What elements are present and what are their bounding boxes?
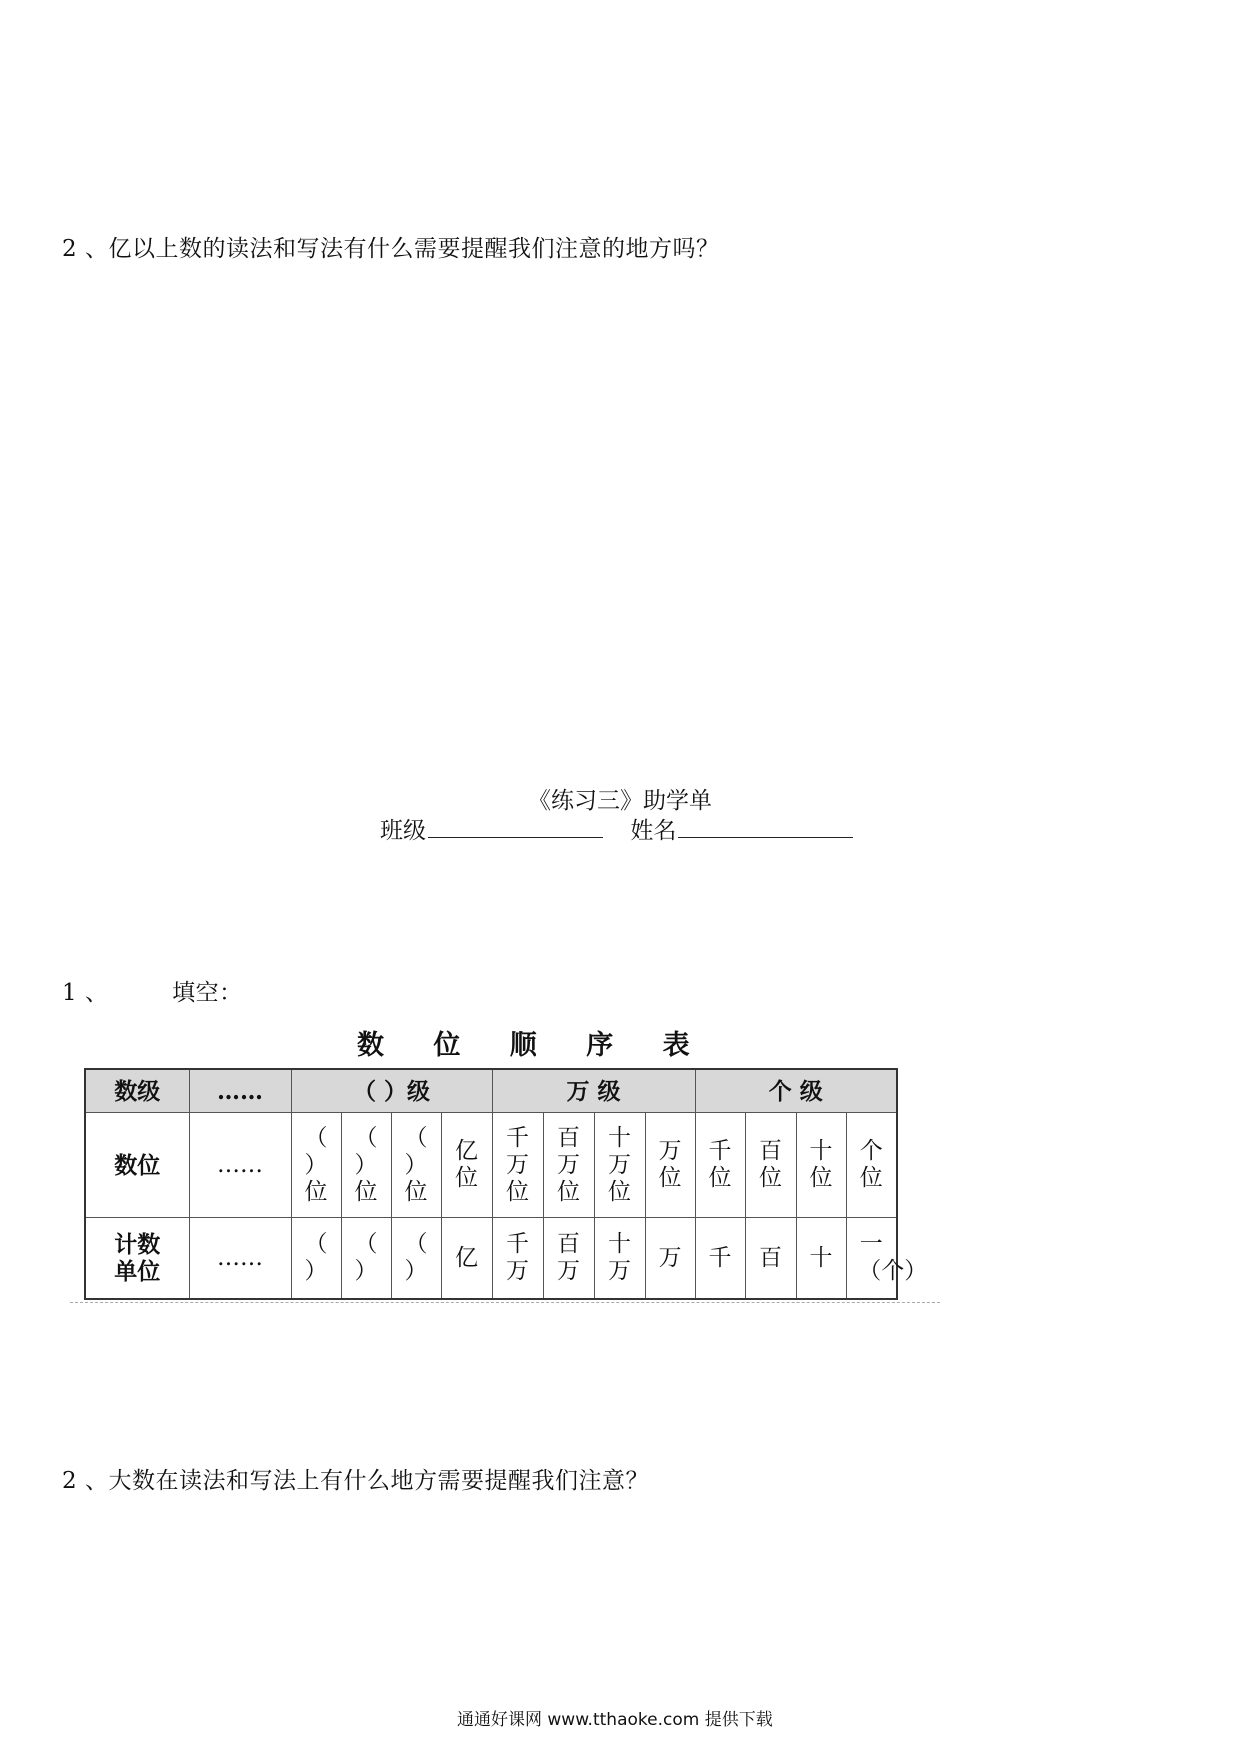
place-value-table <box>84 1068 928 1300</box>
question-1-text: 填空： <box>172 980 243 1006</box>
position-cell-blank-2[interactable]: （ ）位 <box>341 1113 391 1218</box>
position-cell-ge: 个位 <box>846 1113 897 1218</box>
table-row-positions <box>85 1113 897 1218</box>
question-1 <box>62 974 243 1007</box>
class-label: 班级 <box>380 818 426 844</box>
row-label-level: 数级 <box>85 1069 189 1113</box>
level-unknown: （ ）级 <box>291 1069 492 1113</box>
unit-cell-blank-1[interactable]: （ ） <box>291 1218 341 1300</box>
unit-cell-qian: 千 <box>695 1218 745 1300</box>
position-cell-shiwan: 十万位 <box>594 1113 645 1218</box>
unit-cell-yi-ge: 一（个） <box>846 1218 897 1300</box>
table-row-levels <box>85 1069 897 1113</box>
scan-underline <box>70 1302 940 1303</box>
place-value-table-title: 数 位 顺 序 表 <box>357 1030 710 1061</box>
unit-cell-blank-2[interactable]: （ ） <box>341 1218 391 1300</box>
position-cell-bai: 百位 <box>745 1113 796 1218</box>
name-label: 姓名 <box>630 818 677 844</box>
level-ellipsis: …… <box>189 1069 291 1113</box>
row-label-position: 数位 <box>85 1113 189 1218</box>
unit-cell-yi: 亿 <box>441 1218 492 1300</box>
position-cell-qian: 千位 <box>695 1113 745 1218</box>
level-ge: 个 级 <box>695 1069 897 1113</box>
level-wan: 万 级 <box>492 1069 695 1113</box>
unit-cell-shi: 十 <box>796 1218 846 1300</box>
unit-cell-qianwan: 千万 <box>492 1218 543 1300</box>
question-1-number: 1 、 <box>62 980 109 1006</box>
class-name-line <box>380 812 873 845</box>
name-blank[interactable] <box>678 819 853 838</box>
unit-cell-bai: 百 <box>745 1218 796 1300</box>
unit-cell-baiwan: 百万 <box>543 1218 594 1300</box>
position-cell-qianwan: 千万位 <box>492 1113 543 1218</box>
position-cell-blank-1[interactable]: （ ）位 <box>291 1113 341 1218</box>
class-blank[interactable] <box>428 819 603 838</box>
unit-cell-shiwan: 十万 <box>594 1218 645 1300</box>
page-footer: 通通好课网 www.tthaoke.com 提供下载 <box>457 1710 773 1730</box>
position-ellipsis: …… <box>189 1113 291 1218</box>
unit-cell-wan: 万 <box>645 1218 695 1300</box>
unit-cell-blank-3[interactable]: （ ） <box>391 1218 441 1300</box>
position-cell-blank-3[interactable]: （ ）位 <box>391 1113 441 1218</box>
worksheet-title: 《练习三》助学单 <box>528 788 712 814</box>
unit-ellipsis: …… <box>189 1218 291 1300</box>
position-cell-baiwan: 百万位 <box>543 1113 594 1218</box>
position-cell-wan: 万位 <box>645 1113 695 1218</box>
table-row-units <box>85 1218 897 1300</box>
position-cell-yi: 亿位 <box>441 1113 492 1218</box>
question-2-big-numbers: 2 、大数在读法和写法上有什么地方需要提醒我们注意？ <box>62 1468 649 1494</box>
row-label-unit: 计数单位 <box>85 1218 189 1300</box>
position-cell-shi: 十位 <box>796 1113 846 1218</box>
question-2-read-write-above-yi: 2 、亿以上数的读法和写法有什么需要提醒我们注意的地方吗？ <box>62 236 720 262</box>
